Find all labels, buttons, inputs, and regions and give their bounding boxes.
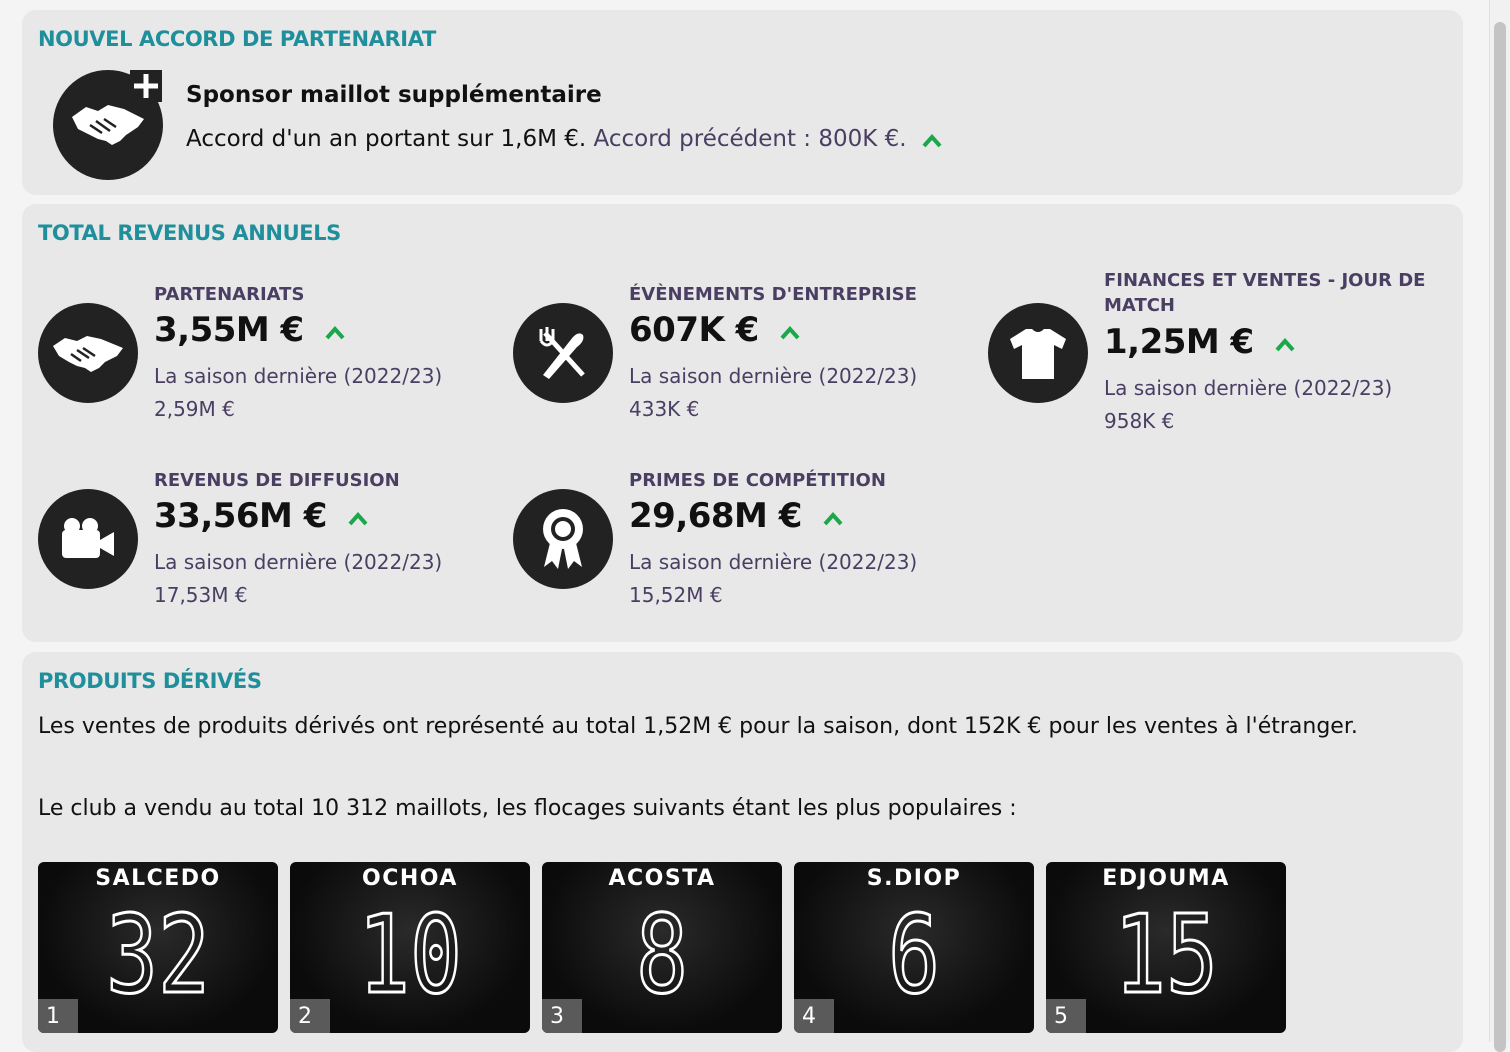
shirt-number: 8	[635, 893, 689, 1018]
revenue-amount: 3,55M €	[154, 310, 304, 350]
last-season-value: 2,59M €	[154, 397, 235, 421]
revenue-item-corporate-events	[513, 272, 973, 422]
scrollbar-thumb[interactable]	[1494, 22, 1506, 1052]
merch-shirts-text: Le club a vendu au total 10 312 maillots, les flocages suivants étant les plus populaires :	[38, 796, 1017, 821]
shirt-number: 6	[887, 893, 941, 1018]
shirt-number: 15	[1113, 893, 1219, 1018]
shirt-number: 10	[357, 893, 463, 1018]
shirt-rank: 1	[38, 999, 78, 1033]
deal-title: Sponsor maillot supplémentaire	[186, 82, 602, 108]
revenue-title: TOTAL REVENUS ANNUELS	[38, 221, 341, 245]
arrow-up-icon	[315, 320, 355, 344]
shirt-player-name: EDJOUMA	[1102, 866, 1230, 891]
revenue-value	[154, 496, 378, 536]
shirt-card[interactable]	[38, 862, 278, 1033]
arrow-up-icon	[1265, 332, 1305, 356]
revenue-item-partnerships	[38, 272, 498, 422]
arrow-up-icon	[914, 128, 950, 152]
revenue-last-season	[154, 546, 442, 612]
deal-description: Accord d'un an portant sur 1,6M €.	[186, 126, 587, 152]
last-season-label: La saison dernière (2022/23)	[629, 550, 918, 574]
cutlery-icon	[513, 303, 613, 403]
revenue-amount: 29,68M €	[629, 496, 802, 536]
revenue-item-matchday	[988, 266, 1448, 436]
shirt-card[interactable]	[1046, 862, 1286, 1033]
revenue-amount: 607K €	[629, 310, 759, 350]
shirt-player-name: ACOSTA	[608, 866, 716, 891]
handshake-icon	[38, 303, 138, 403]
revenue-value	[154, 310, 355, 350]
last-season-value: 433K €	[629, 397, 700, 421]
shirt-card[interactable]	[290, 862, 530, 1033]
revenue-amount: 33,56M €	[154, 496, 327, 536]
revenue-last-season	[629, 360, 917, 426]
shirt-number: 32	[105, 893, 211, 1018]
revenue-last-season	[154, 360, 442, 426]
last-season-value: 958K €	[1104, 409, 1175, 433]
award-ribbon-icon	[513, 489, 613, 589]
shirt-player-name: SALCEDO	[95, 866, 221, 891]
last-season-label: La saison dernière (2022/23)	[154, 550, 443, 574]
last-season-label: La saison dernière (2022/23)	[154, 364, 443, 388]
shirt-rank: 2	[290, 999, 330, 1033]
revenue-last-season	[629, 546, 917, 612]
deal-text	[186, 126, 950, 152]
last-season-label: La saison dernière (2022/23)	[1104, 376, 1393, 400]
plus-icon	[130, 70, 162, 102]
camera-icon	[38, 489, 138, 589]
revenue-label: ÉVÈNEMENTS D'ENTREPRISE	[629, 284, 917, 305]
merchandise-title: PRODUITS DÉRIVÉS	[38, 669, 262, 693]
arrow-up-icon	[813, 506, 853, 530]
revenue-item-prize-money	[513, 458, 973, 608]
revenue-label: FINANCES ET VENTES - JOUR DE MATCH	[1104, 270, 1426, 316]
deal-previous: Accord précédent : 800K €.	[593, 126, 907, 152]
revenue-item-broadcast	[38, 458, 498, 608]
last-season-label: La saison dernière (2022/23)	[629, 364, 918, 388]
merch-sales-text: Les ventes de produits dérivés ont représenté au total 1,52M € pour la saison, dont 152K € pour les ventes à l'étranger.	[38, 714, 1358, 739]
shirt-icon	[988, 303, 1088, 403]
scrollbar-track[interactable]	[1489, 0, 1510, 1042]
revenue-label: PARTENARIATS	[154, 284, 305, 305]
shirt-card[interactable]	[794, 862, 1034, 1033]
shirt-rank: 3	[542, 999, 582, 1033]
shirt-card[interactable]	[542, 862, 782, 1033]
shirt-player-name: OCHOA	[362, 866, 458, 891]
arrow-up-icon	[770, 320, 810, 344]
revenue-value	[629, 496, 853, 536]
revenue-last-season	[1104, 372, 1392, 438]
revenue-panel	[22, 204, 1463, 642]
new-deal-panel	[22, 10, 1463, 195]
last-season-value: 15,52M €	[629, 583, 723, 607]
shirt-rank: 4	[794, 999, 834, 1033]
shirt-player-name: S.DIOP	[866, 866, 962, 891]
revenue-value	[629, 310, 810, 350]
revenue-value	[1104, 322, 1305, 362]
shirt-rank: 5	[1046, 999, 1086, 1033]
revenue-label: REVENUS DE DIFFUSION	[154, 470, 400, 491]
arrow-up-icon	[338, 506, 378, 530]
revenue-amount: 1,25M €	[1104, 322, 1254, 362]
new-deal-title: NOUVEL ACCORD DE PARTENARIAT	[38, 27, 436, 51]
last-season-value: 17,53M €	[154, 583, 248, 607]
revenue-label: PRIMES DE COMPÉTITION	[629, 470, 886, 491]
